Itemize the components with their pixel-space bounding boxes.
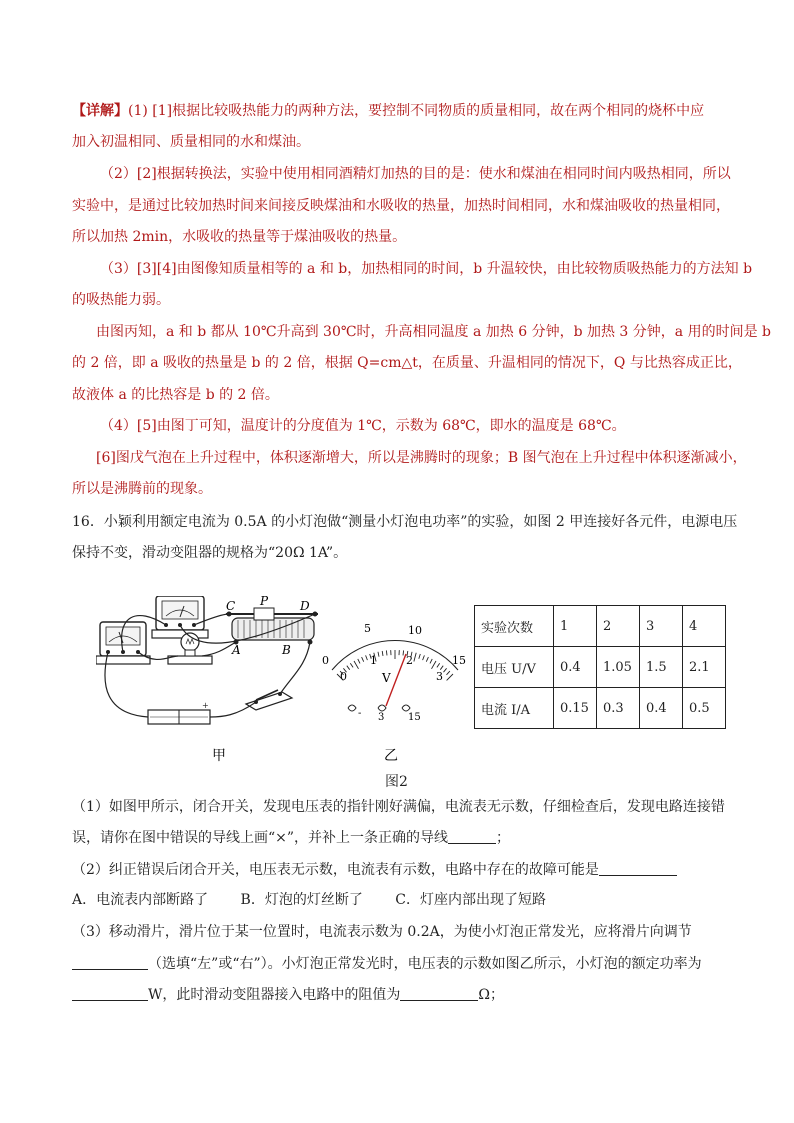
- voltmeter-device: [152, 596, 208, 638]
- analysis-line-6: （3）[3][4]由图像知质量相等的 a 和 b，加热相同的时间，b 升温较快，由比较物质吸热能力的方法知 b: [100, 261, 753, 277]
- table-cell: 1.5: [640, 647, 683, 688]
- question-3-end: Ω；: [478, 987, 504, 1003]
- table-header-cell: 电流 I/A: [475, 688, 554, 729]
- analysis-line-2: 加入初温相同、质量相同的水和煤油。: [72, 134, 310, 150]
- analysis-text: (1) [1]根据比较吸热能力的两种方法，要控制不同物质的质量相同，故在两个相同的烧杯中应: [128, 103, 705, 119]
- table-cell: 0.5: [683, 688, 726, 729]
- answer-blank-2[interactable]: [599, 861, 677, 876]
- circuit-figure: [96, 596, 476, 776]
- terminal-minus: -: [358, 708, 362, 719]
- table-cell: 3: [640, 606, 683, 647]
- terminal-3: 3: [378, 712, 385, 723]
- analysis-tag: 【详解】: [72, 103, 128, 119]
- analysis-line-8: 由图丙知，a 和 b 都从 10℃升高到 30℃时，升高相同温度 a 加热 6 分钟，b 加热 3 分钟，a 用的时间是 b: [96, 324, 771, 340]
- analysis-line-4: 实验中，是通过比较加热时间来间接反映煤油和水吸收的热量，加热时间相同，水和煤油吸收的热量相同，: [72, 198, 730, 214]
- question-3-line-1: （3）移动滑片，滑片位于某一位置时，电流表示数为 0.2A，为使小灯泡正常发光，应将滑片向调节: [72, 924, 692, 940]
- upper-scale-10: 10: [408, 624, 422, 637]
- table-cell: 4: [683, 606, 726, 647]
- analysis-line-9: 的 2 倍，即 a 吸收的热量是 b 的 2 倍，根据 Q=cm△t，在质量、升温相同的情况下，Q 与比热容成正比，: [72, 355, 742, 371]
- lower-scale-3: 3: [436, 670, 443, 683]
- rheostat-label-d: D: [300, 599, 310, 613]
- analysis-line-3: （2）[2]根据转换法，实验中使用相同酒精灯加热的目的是：使水和煤油在相同时间内吸热相同，所以: [100, 166, 731, 182]
- rheostat-label-c: C: [226, 599, 236, 613]
- question-2-line: [72, 860, 732, 880]
- rheostat-label-p: P: [260, 596, 269, 608]
- table-cell: 0.4: [554, 647, 597, 688]
- label-yi: 乙: [384, 748, 398, 764]
- terminal-15: 15: [408, 712, 421, 723]
- table-row: [475, 688, 726, 729]
- analysis-line-7: 的吸热能力弱。: [72, 292, 170, 308]
- switch-device: [246, 690, 292, 710]
- rheostat-label-a: A: [232, 643, 241, 657]
- question-3-unit: W，此时滑动变阻器接入电路中的阻值为: [148, 987, 401, 1003]
- lower-scale-0: 0: [340, 670, 347, 683]
- analysis-line-11: （4）[5]由图丁可知，温度计的分度值为 1℃，示数为 68℃，即水的温度是 68℃。: [100, 418, 626, 434]
- table-cell: 2: [597, 606, 640, 647]
- upper-scale-15: 15: [452, 654, 466, 667]
- question-stem-2: 保持不变，滑动变阻器的规格为“20Ω 1A”。: [72, 545, 348, 561]
- lower-scale-1: 1: [370, 654, 377, 667]
- upper-scale-5: 5: [364, 622, 371, 635]
- battery-device: [148, 701, 210, 724]
- question-1-end: ；: [496, 830, 511, 846]
- lower-scale-2: 2: [406, 654, 413, 667]
- experiment-table: [474, 605, 726, 729]
- question-3-text: （选填“左”或“右”）。小灯泡正常发光时，电压表的示数如图乙所示，小灯泡的额定功率为: [148, 956, 702, 972]
- table-row: [475, 606, 726, 647]
- table-cell: 1: [554, 606, 597, 647]
- label-jia: 甲: [212, 748, 226, 764]
- analysis-line-13: 所以是沸腾前的现象。: [72, 481, 212, 497]
- question-2-text: （2）纠正错误后闭合开关，电压表无示数，电流表有示数，电路中存在的故障可能是: [72, 862, 599, 878]
- answer-blank-4[interactable]: [72, 986, 148, 1001]
- table-cell: 0.3: [597, 688, 640, 729]
- answer-blank-3[interactable]: [72, 955, 148, 970]
- table-header-cell: 电压 U/V: [475, 647, 554, 688]
- analysis-line-10: 故液体 a 的比热容是 b 的 2 倍。: [72, 387, 279, 403]
- table-cell: 0.4: [640, 688, 683, 729]
- analysis-line-1: [72, 101, 732, 121]
- figure-caption: 图2: [385, 774, 408, 790]
- upper-scale-0: 0: [322, 654, 329, 667]
- table-header-cell: 实验次数: [475, 606, 554, 647]
- question-3-line-3: [72, 985, 732, 1005]
- rheostat-device: [226, 608, 318, 645]
- question-2-options: A．电流表内部断路了 B．灯泡的灯丝断了 C．灯座内部出现了短路: [72, 892, 547, 908]
- question-stem-1: 16．小颖利用额定电流为 0.5A 的小灯泡做“测量小灯泡电功率”的实验，如图 2 甲连接好各元件，电源电压: [72, 514, 738, 530]
- voltmeter-symbol: V: [382, 671, 391, 685]
- question-1-text: 误，请你在图中错误的导线上画“×”，并补上一条正确的导线: [72, 830, 449, 846]
- analysis-line-5: 所以加热 2min，水吸收的热量等于煤油吸收的热量。: [72, 229, 407, 245]
- svg-text:+: +: [202, 701, 209, 710]
- rheostat-label-b: B: [282, 643, 291, 657]
- table-cell: 1.05: [597, 647, 640, 688]
- analysis-line-12: [6]图戊气泡在上升过程中，体积逐渐增大，所以是沸腾时的现象；B 图气泡在上升过程中体积逐渐减小，: [96, 450, 747, 466]
- question-1-line-2: [72, 828, 732, 848]
- table-cell: 2.1: [683, 647, 726, 688]
- question-3-line-2: [72, 954, 732, 974]
- answer-blank-1[interactable]: [448, 829, 496, 844]
- answer-blank-5[interactable]: [400, 986, 478, 1001]
- question-1-line-1: （1）如图甲所示，闭合开关，发现电压表的指针刚好满偏，电流表无示数，仔细检查后，发现电路连接错: [72, 799, 725, 815]
- table-row: [475, 647, 726, 688]
- table-cell: 0.15: [554, 688, 597, 729]
